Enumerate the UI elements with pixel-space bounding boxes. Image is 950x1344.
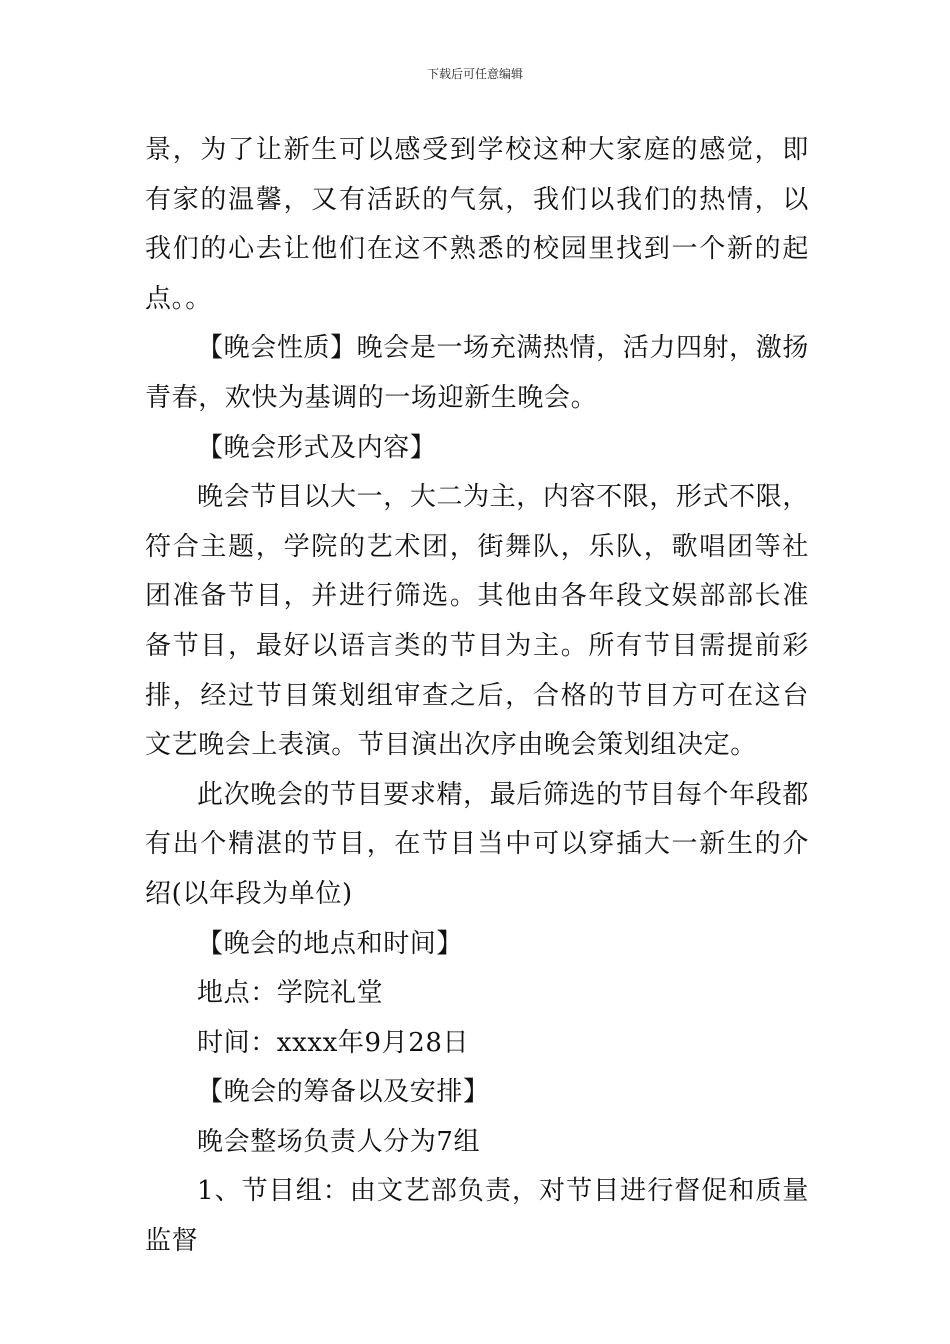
heading-preparation-arrangement: 【晚会的筹备以及安排】 [197, 1077, 490, 1108]
paragraph-location: 地点：学院礼堂 [197, 978, 384, 1009]
paragraph-program-requirements: 此次晚会的节目要求精，最后筛选的节目每个年段都有出个精湛的节目，在节目当中可以穿插大一新生的介绍(以年段为单位) [145, 779, 809, 909]
paragraph-program-group: 1、节目组：由文艺部负责，对节目进行督促和质量监督 [145, 1176, 809, 1257]
paragraph-groups-overview: 晚会整场负责人分为7组 [197, 1126, 481, 1157]
paragraph-program-content: 晚会节目以大一，大二为主，内容不限，形式不限，符合主题，学院的艺术团，街舞队，乐队，歌唱团等社团准备节目，并进行筛选。其他由各年段文娱部部长准备节目，最好以语言类的节目为主。所有节目需提前彩排，经过节目策划组审查之后，合格的节目方可在这台文艺晚会上表演。节目演出次序由晚会策划组决定。 [145, 482, 809, 761]
page-header-note: 下载后可任意编辑 [426, 67, 523, 81]
paragraph-time: 时间：xxxx年9月28日 [197, 1027, 470, 1058]
document-body [145, 126, 809, 1267]
paragraph-intro-continuation: 景，为了让新生可以感受到学校这种大家庭的感觉，即有家的温馨，又有活跃的气氛，我们以我们的热情，以我们的心去让他们在这不熟悉的校园里找到一个新的起点。。 [145, 135, 809, 314]
heading-form-and-content: 【晚会形式及内容】 [197, 432, 437, 463]
heading-location-and-time: 【晚会的地点和时间】 [197, 928, 464, 959]
paragraph-party-nature: 【晚会性质】晚会是一场充满热情，活力四射，激扬青春，欢快为基调的一场迎新生晚会。 [145, 333, 809, 413]
